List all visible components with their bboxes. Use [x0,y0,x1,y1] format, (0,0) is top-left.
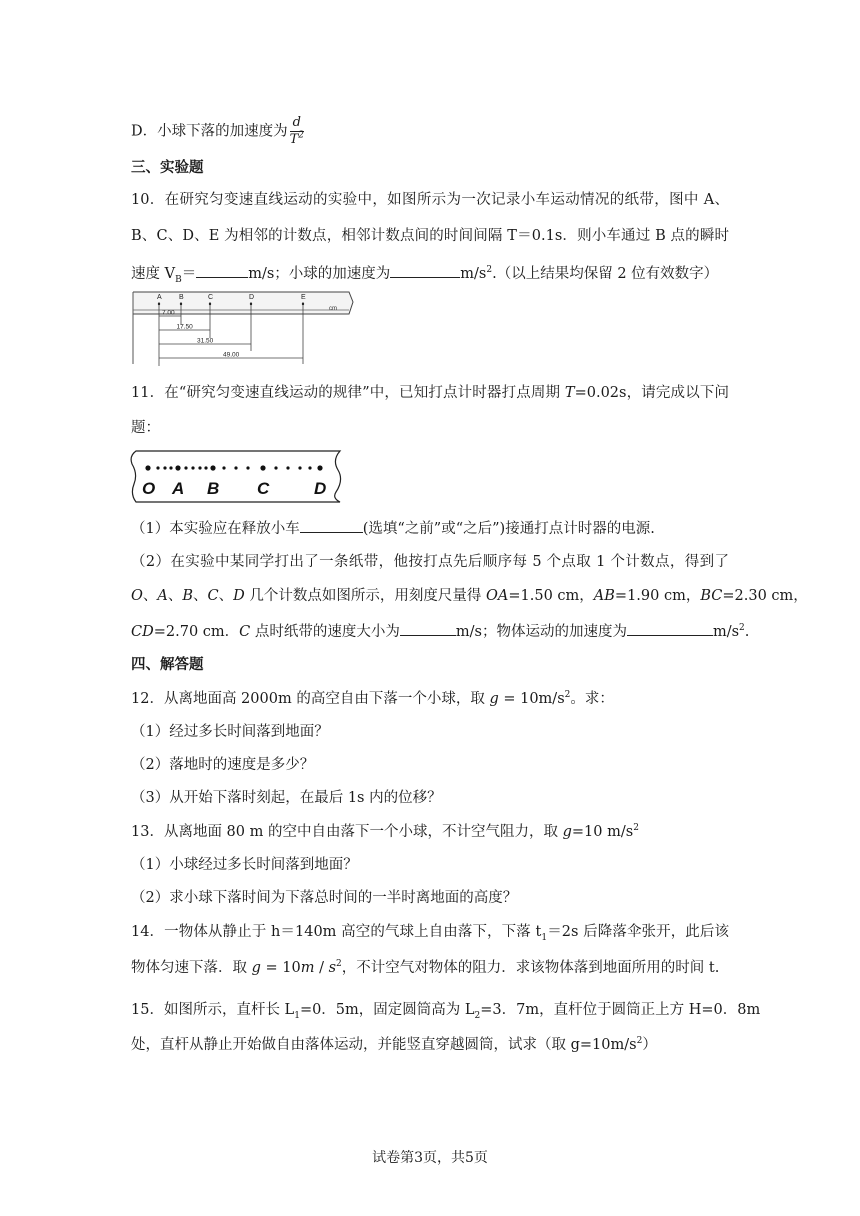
fraction-d-over-t2: $\frac{d}{T^2}$ [289,115,305,147]
timer-dot [246,466,249,469]
counting-point-dot [145,465,150,470]
timer-dot [274,466,277,469]
tape-outline [131,451,340,502]
answer-blank-acceleration-q11[interactable] [627,620,713,636]
timer-dot [286,466,289,469]
tape-point-dot-b [180,303,182,305]
q9-option-d: D．小球下落的加速度为 $\frac{d}{T^2}$ [131,115,305,147]
q15-line-1: 15．如图所示，直杆长 $L_1=0$．5m，固定圆筒高为 $L_2=3$．7m，直杆位于圆筒正上方 H=0．8m [131,1002,761,1021]
timer-dot [234,466,237,469]
counting-point-dot [317,465,322,470]
q14-line-2: 物体匀速下落．取 $g = 10m / s^2$，不计空气对物体的阻力．求该物体落到地面所用的时间 t. [131,959,720,976]
tape-point-label-e: E [301,294,306,301]
q11-part-1: （1）本实验应在释放小车 (选填“之前”或“之后”)接通打点计时器的电源. [131,517,655,539]
q11-part-2-line-3: CD=2.70 cm．C 点时纸带的速度大小为 m/s；物体运动的加速度为 $m/s^2$. [131,620,749,642]
tape-label-o: O [142,479,156,498]
q11-line-2: 题： [131,420,160,436]
tape-point-label-c: C [208,294,214,301]
q10-line-2: B、C、D、E 为相邻的计数点，相邻计数点间的时间间隔 T＝0.1s．则小车通过 B 点的瞬时 [131,228,729,244]
q12-sub-3: （3）从开始下落时刻起，在最后 1s 内的位移？ [131,790,442,806]
page-footer: 试卷第3页，共5页 [372,1150,488,1166]
q15-line-2: 处，直杆从静止开始做自由落体运动，并能竖直穿越圆筒，试求（取 $g=10m/s^2$） [131,1036,657,1053]
q11-line-1: 11．在“研究匀变速直线运动的规律”中，已知打点计时器打点周期 T=0.02s，请完成以下问 [131,385,729,401]
tape-point-dot-c [209,303,211,305]
tape-distance-label-4: 49.00 [223,351,240,359]
timer-dot [191,466,194,469]
tape-unit-label: cm [329,306,337,312]
q13-sub-2: （2）求小球下落时间为下落总时间的一半时离地面的高度？ [131,890,518,906]
timer-dot [156,466,159,469]
q12-sub-2: （2）落地时的速度是多少？ [131,757,315,773]
tape-point-label-a: A [157,294,162,301]
q12-line-1: 12．从离地面高 2000m 的高空自由下落一个小球，取 $g = 10m/s^2$。求： [131,690,614,707]
section-heading-experiment: 三、实验题 [131,159,204,176]
timer-dot [308,466,311,469]
answer-blank-before-after[interactable] [300,517,363,533]
tape-distance-label-3: 31.50 [197,337,214,345]
tape-label-c: C [257,479,270,498]
q12-sub-1: （1）经过多长时间落到地面？ [131,724,329,740]
tape-label-b: B [207,479,220,498]
tape-point-label-b: B [179,294,184,301]
timer-dot [204,466,207,469]
q11-tape-diagram [128,446,350,506]
tape-point-label-d: D [249,294,255,301]
timer-dot [298,466,301,469]
q11-part-2-line-2: O、A、B、C、D 几个计数点如图所示，用刻度尺量得 OA=1.50 cm，AB=1.90 cm，BC=2.30 cm， [131,588,808,604]
timer-dot [163,466,166,469]
counting-point-dot [260,465,265,470]
q10-line-1: 10．在研究匀变速直线运动的实验中，如图所示为一次记录小车运动情况的纸带，图中 A、 [131,192,729,208]
timer-dot [169,466,172,469]
tape-distance-label-1: 7.00 [162,309,175,317]
q10-tape-diagram [131,288,356,366]
counting-point-dot [175,465,180,470]
tape-point-dot-a [158,303,160,305]
answer-blank-velocity-c[interactable] [400,620,456,636]
q11-part-2-line-1: （2）在实验中某同学打出了一条纸带，他按打点先后顺序每 5 个点取 1 个计数点，得到了 [131,554,729,570]
tape-point-dot-d [250,303,252,305]
section-heading-answer: 四、解答题 [131,656,204,673]
timer-dot [222,466,225,469]
answer-blank-acceleration[interactable] [390,262,460,278]
q14-line-1: 14．一物体从静止于 h＝140m 高空的气球上自由落下，下落 $t_1=2s$ 后降落伞张开，此后该 [131,924,729,943]
tape-label-d: D [314,479,327,498]
q13-sub-1: （1）小球经过多长时间落到地面？ [131,857,358,873]
tape-point-dot-e [302,303,304,305]
q13-line-1: 13．从离地面 80 m 的空中自由落下一个小球，不计空气阻力，取 g=10 $m/s^2$ [131,823,639,840]
counting-point-dot [210,465,215,470]
timer-dot [198,466,201,469]
tape-distance-label-2: 17.50 [176,323,193,331]
q10-line-3: 速度 $V_B= m/s$；小球的加速度为 $m/s^2$.（以上结果均保留 2 位有效数字） [131,262,718,284]
answer-blank-vb[interactable] [196,262,248,278]
tape-label-a: A [172,479,185,498]
timer-dot [184,466,187,469]
